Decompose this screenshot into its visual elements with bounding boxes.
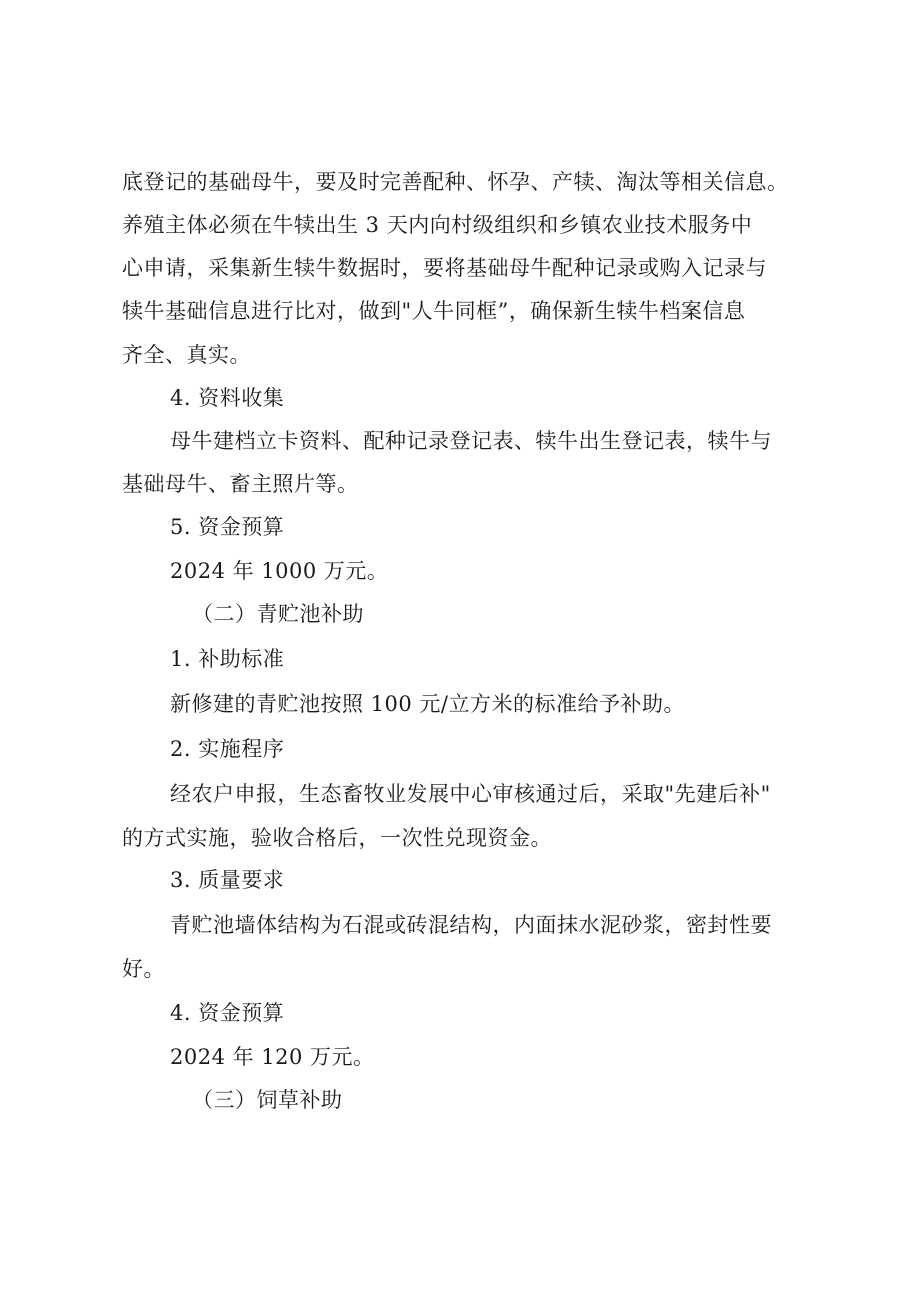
section-heading: （二）青贮池补助 — [192, 602, 364, 626]
section-heading: （三）饲草补助 — [192, 1088, 343, 1112]
item-heading: 4. 资料收集 — [170, 386, 285, 410]
paragraph-line: 犊牛基础信息进行比对，做到"人牛同框”，确保新生犊牛档案信息 — [122, 299, 746, 323]
paragraph-line: 青贮池墙体结构为石混或砖混结构，内面抹水泥砂浆，密封性要 — [170, 913, 772, 937]
item-heading: 5. 资金预算 — [170, 515, 285, 539]
paragraph-line: 经农户申报，生态畜牧业发展中心审核通过后，采取"先建后补" — [170, 782, 771, 806]
paragraph-line: 心申请，采集新生犊牛数据时，要将基础母牛配种记录或购入记录与 — [122, 256, 767, 280]
item-heading: 3. 质量要求 — [170, 868, 285, 892]
item-heading: 4. 资金预算 — [170, 1001, 285, 1025]
paragraph-line: 2024 年 120 万元。 — [170, 1045, 375, 1069]
paragraph-line: 基础母牛、畜主照片等。 — [122, 472, 359, 496]
paragraph-line: 2024 年 1000 万元。 — [170, 559, 389, 583]
paragraph-line: 的方式实施，验收合格后，一次性兑现资金。 — [122, 826, 552, 850]
paragraph-line: 新修建的青贮池按照 100 元/立方米的标准给予补助。 — [170, 692, 686, 716]
paragraph-line: 好。 — [122, 957, 165, 981]
item-heading: 2. 实施程序 — [170, 737, 285, 761]
paragraph-line: 母牛建档立卡资料、配种记录登记表、犊牛出生登记表，犊牛与 — [170, 429, 772, 453]
paragraph-line: 养殖主体必须在牛犊出生 3 天内向村级组织和乡镇农业技术服务中 — [122, 213, 753, 237]
item-heading: 1. 补助标准 — [170, 647, 285, 671]
paragraph-line: 底登记的基础母牛，要及时完善配种、怀孕、产犊、淘汰等相关信息。 — [122, 170, 789, 194]
paragraph-line: 齐全、真实。 — [122, 343, 251, 367]
